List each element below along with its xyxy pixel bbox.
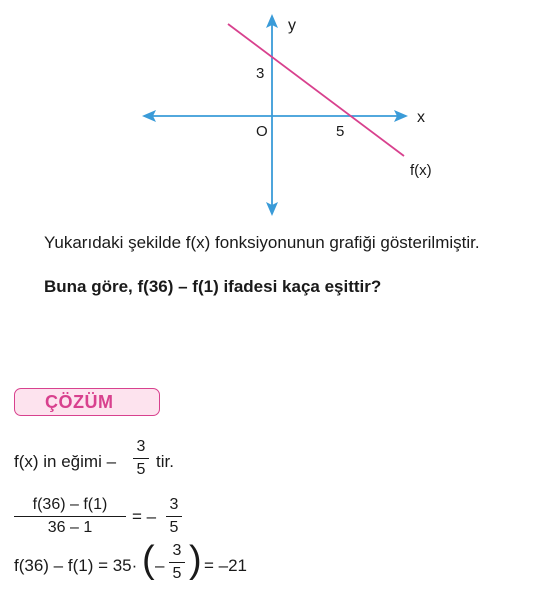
difference-quotient-denominator: 36 – 1	[47, 519, 93, 536]
difference-quotient-equals: = –	[132, 507, 157, 526]
solution-badge-label: ÇÖZÜM	[45, 392, 114, 412]
left-paren: (	[142, 539, 155, 581]
difference-quotient-numerator: f(36) – f(1)	[32, 496, 108, 513]
difference-quotient-result	[166, 496, 182, 537]
right-paren: )	[189, 539, 202, 581]
final-calculation: f(36) – f(1) = 35·	[14, 556, 138, 575]
function-label: f(x)	[410, 162, 432, 179]
problem-statement: Yukarıdaki şekilde f(x) fonksiyonunun grafiği gösterilmiştir.	[44, 233, 480, 252]
function-line	[228, 24, 404, 156]
solution-badge	[14, 388, 160, 416]
slope-denominator: 5	[136, 461, 146, 478]
y-intercept-label: 3	[256, 65, 265, 82]
x-axis-label: x	[417, 109, 425, 126]
final-numerator: 3	[172, 542, 182, 559]
slope-suffix: tir.	[156, 452, 174, 471]
final-fraction	[169, 542, 185, 583]
difference-quotient	[14, 496, 126, 537]
result-numerator: 3	[169, 496, 179, 513]
slope-text: f(x) in eğimi –	[14, 452, 117, 471]
x-intercept-label: 5	[336, 123, 345, 140]
slope-numerator: 3	[136, 438, 146, 455]
slope-fraction	[133, 438, 149, 479]
result-denominator: 5	[169, 519, 179, 536]
y-axis-label: y	[288, 17, 296, 34]
final-minus: –	[155, 556, 165, 575]
problem-question: Buna göre, f(36) – f(1) ifadesi kaça eşittir?	[44, 277, 382, 296]
origin-label: O	[256, 123, 268, 140]
final-denominator: 5	[172, 565, 182, 582]
final-result: = –21	[204, 556, 248, 575]
function-graph	[0, 0, 539, 230]
